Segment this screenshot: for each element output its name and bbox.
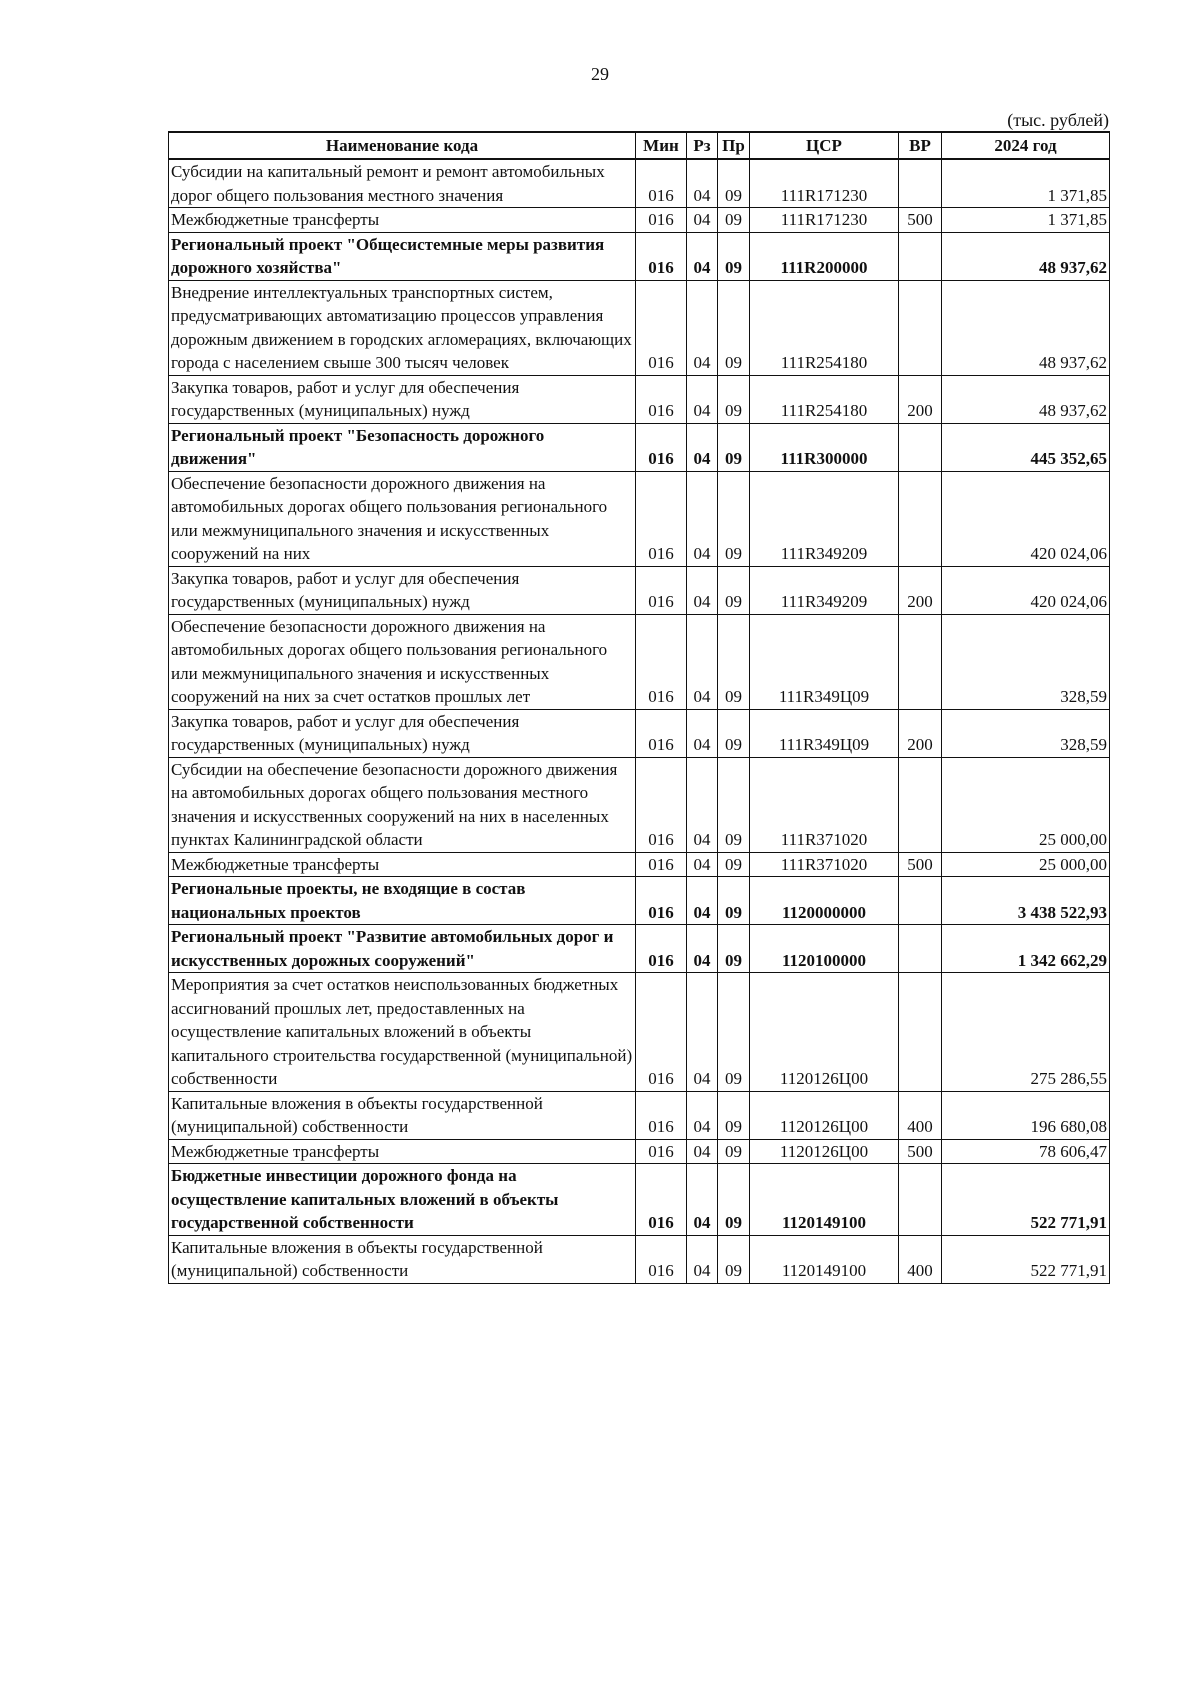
table-row: [169, 1091, 1110, 1139]
header-rz: Рз: [687, 132, 718, 159]
cell-pr: 09: [718, 1235, 750, 1283]
cell-pr: 09: [718, 375, 750, 423]
cell-rz: 04: [687, 1235, 718, 1283]
cell-name: Обеспечение безопасности дорожного движения на автомобильных дорогах общего пользования регионального или межмуниципального значения и искусственных сооружений на них за счет остатков прошлых лет: [169, 614, 636, 709]
cell-csr: 111R349209: [750, 566, 899, 614]
cell-min: 016: [636, 1091, 687, 1139]
table-row: [169, 1235, 1110, 1283]
table-row: [169, 1139, 1110, 1164]
header-min: Мин: [636, 132, 687, 159]
header-amount: 2024 год: [942, 132, 1110, 159]
table-row: [169, 232, 1110, 280]
cell-name: Субсидии на обеспечение безопасности дорожного движения на автомобильных дорогах общего пользования местного значения и искусственных сооружений на них в населенных пунктах Калининградской области: [169, 757, 636, 852]
cell-min: 016: [636, 375, 687, 423]
cell-vr: 200: [899, 375, 942, 423]
header-row: [169, 132, 1110, 159]
cell-pr: 09: [718, 159, 750, 208]
cell-pr: 09: [718, 925, 750, 973]
cell-csr: 111R171230: [750, 208, 899, 233]
cell-vr: [899, 232, 942, 280]
cell-pr: 09: [718, 208, 750, 233]
cell-csr: 111R254180: [750, 375, 899, 423]
cell-pr: 09: [718, 1164, 750, 1236]
cell-amount: 48 937,62: [942, 232, 1110, 280]
table-row: [169, 877, 1110, 925]
table-row: [169, 566, 1110, 614]
cell-vr: [899, 159, 942, 208]
cell-vr: [899, 757, 942, 852]
cell-amount: 1 371,85: [942, 208, 1110, 233]
header-csr: ЦСР: [750, 132, 899, 159]
cell-vr: 200: [899, 566, 942, 614]
cell-vr: 500: [899, 852, 942, 877]
table-header: [169, 132, 1110, 159]
table-row: [169, 471, 1110, 566]
cell-rz: 04: [687, 614, 718, 709]
cell-min: 016: [636, 280, 687, 375]
cell-name: Субсидии на капитальный ремонт и ремонт автомобильных дорог общего пользования местного значения: [169, 159, 636, 208]
table-row: [169, 423, 1110, 471]
cell-amount: 48 937,62: [942, 280, 1110, 375]
cell-rz: 04: [687, 159, 718, 208]
cell-vr: [899, 614, 942, 709]
cell-name: Внедрение интеллектуальных транспортных систем, предусматривающих автоматизацию процессов управления дорожным движением в городских агломерациях, включающих города с населением свыше 300 тысяч человек: [169, 280, 636, 375]
cell-pr: 09: [718, 1139, 750, 1164]
cell-pr: 09: [718, 423, 750, 471]
cell-name: Региональный проект "Безопасность дорожного движения": [169, 423, 636, 471]
cell-min: 016: [636, 1235, 687, 1283]
cell-vr: 200: [899, 709, 942, 757]
cell-min: 016: [636, 852, 687, 877]
cell-amount: 48 937,62: [942, 375, 1110, 423]
cell-amount: 445 352,65: [942, 423, 1110, 471]
cell-rz: 04: [687, 925, 718, 973]
table-row: [169, 852, 1110, 877]
cell-amount: 196 680,08: [942, 1091, 1110, 1139]
page-number: 29: [591, 64, 609, 84]
cell-name: Мероприятия за счет остатков неиспользованных бюджетных ассигнований прошлых лет, предоставленных на осуществление капитальных вложений в объекты капитального строительства государственной (муниципальной) собственности: [169, 973, 636, 1092]
cell-min: 016: [636, 232, 687, 280]
cell-csr: 1120000000: [750, 877, 899, 925]
cell-amount: 275 286,55: [942, 973, 1110, 1092]
table-row: [169, 1164, 1110, 1236]
table-row: [169, 614, 1110, 709]
cell-pr: 09: [718, 757, 750, 852]
cell-pr: 09: [718, 280, 750, 375]
cell-pr: 09: [718, 973, 750, 1092]
cell-csr: 1120149100: [750, 1164, 899, 1236]
table-row: [169, 925, 1110, 973]
cell-amount: 420 024,06: [942, 471, 1110, 566]
cell-rz: 04: [687, 1091, 718, 1139]
cell-rz: 04: [687, 232, 718, 280]
cell-csr: 111R171230: [750, 159, 899, 208]
cell-name: Региональные проекты, не входящие в состав национальных проектов: [169, 877, 636, 925]
cell-amount: 420 024,06: [942, 566, 1110, 614]
cell-vr: [899, 925, 942, 973]
cell-csr: 111R349Ц09: [750, 614, 899, 709]
cell-rz: 04: [687, 1164, 718, 1236]
table-row: [169, 208, 1110, 233]
cell-csr: 111R254180: [750, 280, 899, 375]
cell-name: Капитальные вложения в объекты государственной (муниципальной) собственности: [169, 1091, 636, 1139]
cell-pr: 09: [718, 877, 750, 925]
cell-min: 016: [636, 566, 687, 614]
cell-csr: 111R349Ц09: [750, 709, 899, 757]
header-name: Наименование кода: [169, 132, 636, 159]
cell-min: 016: [636, 709, 687, 757]
table-row: [169, 973, 1110, 1092]
header-pr: Пр: [718, 132, 750, 159]
cell-min: 016: [636, 423, 687, 471]
table-row: [169, 709, 1110, 757]
cell-name: Межбюджетные трансферты: [169, 208, 636, 233]
cell-vr: [899, 1164, 942, 1236]
table-row: [169, 159, 1110, 208]
budget-table: [168, 131, 1110, 1284]
cell-rz: 04: [687, 1139, 718, 1164]
cell-rz: 04: [687, 471, 718, 566]
cell-csr: 111R300000: [750, 423, 899, 471]
cell-name: Закупка товаров, работ и услуг для обеспечения государственных (муниципальных) нужд: [169, 375, 636, 423]
cell-vr: 500: [899, 208, 942, 233]
cell-min: 016: [636, 159, 687, 208]
cell-rz: 04: [687, 208, 718, 233]
cell-min: 016: [636, 208, 687, 233]
cell-rz: 04: [687, 709, 718, 757]
cell-rz: 04: [687, 375, 718, 423]
cell-csr: 1120126Ц00: [750, 1139, 899, 1164]
cell-amount: 25 000,00: [942, 852, 1110, 877]
cell-pr: 09: [718, 471, 750, 566]
cell-csr: 1120149100: [750, 1235, 899, 1283]
cell-min: 016: [636, 1139, 687, 1164]
cell-vr: 500: [899, 1139, 942, 1164]
cell-pr: 09: [718, 614, 750, 709]
cell-name: Региональный проект "Общесистемные меры развития дорожного хозяйства": [169, 232, 636, 280]
cell-csr: 111R371020: [750, 852, 899, 877]
cell-name: Межбюджетные трансферты: [169, 1139, 636, 1164]
cell-amount: 25 000,00: [942, 757, 1110, 852]
cell-amount: 78 606,47: [942, 1139, 1110, 1164]
table-row: [169, 375, 1110, 423]
cell-vr: [899, 973, 942, 1092]
cell-rz: 04: [687, 566, 718, 614]
cell-amount: 1 371,85: [942, 159, 1110, 208]
cell-amount: 3 438 522,93: [942, 877, 1110, 925]
cell-min: 016: [636, 973, 687, 1092]
cell-vr: [899, 471, 942, 566]
cell-min: 016: [636, 877, 687, 925]
cell-name: Региональный проект "Развитие автомобильных дорог и искусственных дорожных сооружений": [169, 925, 636, 973]
cell-csr: 111R349209: [750, 471, 899, 566]
table-row: [169, 280, 1110, 375]
cell-rz: 04: [687, 877, 718, 925]
table-row: [169, 757, 1110, 852]
cell-name: Капитальные вложения в объекты государственной (муниципальной) собственности: [169, 1235, 636, 1283]
cell-rz: 04: [687, 280, 718, 375]
cell-vr: 400: [899, 1091, 942, 1139]
cell-amount: 522 771,91: [942, 1164, 1110, 1236]
cell-pr: 09: [718, 852, 750, 877]
cell-csr: 1120126Ц00: [750, 973, 899, 1092]
cell-min: 016: [636, 757, 687, 852]
cell-rz: 04: [687, 852, 718, 877]
cell-rz: 04: [687, 757, 718, 852]
cell-vr: [899, 423, 942, 471]
cell-rz: 04: [687, 973, 718, 1092]
units-label: (тыс. рублей): [1007, 110, 1109, 130]
cell-pr: 09: [718, 709, 750, 757]
cell-name: Обеспечение безопасности дорожного движения на автомобильных дорогах общего пользования регионального или межмуниципального значения и искусственных сооружений на них: [169, 471, 636, 566]
cell-pr: 09: [718, 566, 750, 614]
cell-amount: 328,59: [942, 614, 1110, 709]
cell-vr: [899, 280, 942, 375]
cell-min: 016: [636, 1164, 687, 1236]
header-vr: ВР: [899, 132, 942, 159]
cell-vr: [899, 877, 942, 925]
cell-rz: 04: [687, 423, 718, 471]
cell-name: Бюджетные инвестиции дорожного фонда на осуществление капитальных вложений в объекты государственной собственности: [169, 1164, 636, 1236]
cell-amount: 1 342 662,29: [942, 925, 1110, 973]
cell-csr: 1120100000: [750, 925, 899, 973]
cell-name: Межбюджетные трансферты: [169, 852, 636, 877]
cell-csr: 111R371020: [750, 757, 899, 852]
cell-name: Закупка товаров, работ и услуг для обеспечения государственных (муниципальных) нужд: [169, 566, 636, 614]
cell-csr: 1120126Ц00: [750, 1091, 899, 1139]
cell-min: 016: [636, 471, 687, 566]
cell-name: Закупка товаров, работ и услуг для обеспечения государственных (муниципальных) нужд: [169, 709, 636, 757]
cell-csr: 111R200000: [750, 232, 899, 280]
cell-min: 016: [636, 925, 687, 973]
cell-min: 016: [636, 614, 687, 709]
cell-amount: 328,59: [942, 709, 1110, 757]
cell-pr: 09: [718, 1091, 750, 1139]
cell-vr: 400: [899, 1235, 942, 1283]
cell-pr: 09: [718, 232, 750, 280]
cell-amount: 522 771,91: [942, 1235, 1110, 1283]
table-body: [169, 159, 1110, 1283]
